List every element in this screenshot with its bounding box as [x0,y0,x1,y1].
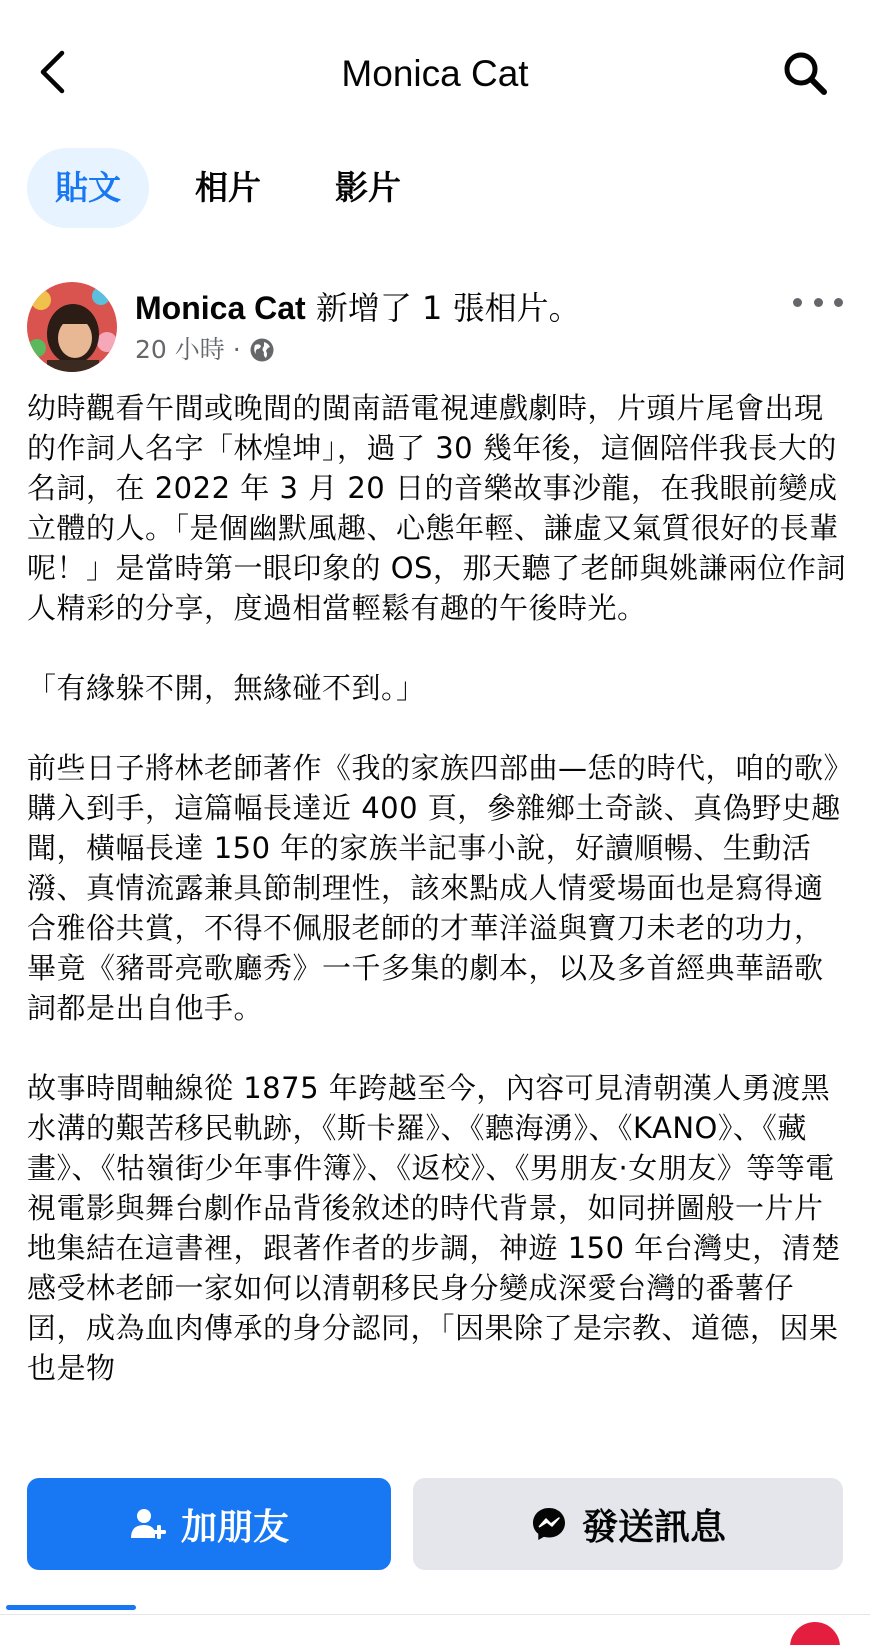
post-action-text: 新增了 1 張相片。 [315,289,581,327]
add-friend-label: 加朋友 [180,1506,289,1548]
tab-posts[interactable]: 貼文 [27,148,149,228]
search-button[interactable] [778,46,832,100]
send-message-label: 發送訊息 [581,1506,726,1548]
more-horizontal-icon [793,298,802,307]
profile-actions [27,1478,843,1570]
post-header [27,282,847,372]
send-message-button[interactable] [413,1478,843,1570]
tab-videos[interactable]: 影片 [335,168,401,207]
author-name[interactable]: Monica Cat [135,290,306,326]
messenger-icon [530,1505,568,1543]
post-paragraph: 故事時間軸線從 1875 年跨越至今，內容可見清朝漢人勇渡黑水溝的艱苦移民軌跡，《斯卡羅》、《聽海湧》、《KANO》、《藏畫》、《牯嶺街少年事件簿》、《返校》、《男朋友·女朋友》等等電視電影與舞台劇作品背後敘述的時代背景，如同拼圖般一片片地集結在這書裡，跟著作者的步調，神遊 150 年台灣史，清楚感受林老師一家如何以清朝移民身分變成深愛台灣的番薯仔囝，成為血肉傳承的身分認同，「因果除了是宗教、道德，因果也是物 [27,1071,841,1385]
globe-icon [249,337,275,363]
profile-tabs [27,148,447,228]
notification-badge [790,1622,840,1645]
avatar[interactable] [27,282,117,372]
post-time[interactable]: 20 小時 [135,335,225,364]
search-icon [782,50,828,96]
top-bar [0,0,870,140]
add-friend-button[interactable] [27,1478,391,1570]
active-nav-indicator [6,1605,136,1610]
bottom-nav-divider [0,1614,870,1615]
post-text [27,388,847,1440]
post-meta [135,332,275,368]
more-options-button[interactable] [793,290,843,314]
meta-separator: · [232,335,241,364]
post-paragraph: 「有緣躲不開，無緣碰不到。」 [27,671,426,705]
add-friend-icon [129,1505,167,1543]
page-title: Monica Cat [341,53,529,94]
tab-photos[interactable]: 相片 [195,168,261,207]
post-paragraph: 幼時觀看午間或晚間的閩南語電視連戲劇時，片頭片尾會出現的作詞人名字「林煌坤」，過了 30 幾年後，這個陪伴我長大的名詞，在 2022 年 3 月 20 日的音樂故事沙龍，在我眼前變成立體的人。「是個幽默風趣、心態年輕、謙虛又氣質很好的長輩呢！」是當時第一眼印象的 OS，那天聽了老師與姚謙兩位作詞人精彩的分享，度過相當輕鬆有趣的午後時光。 [27,391,846,625]
post-author-line [135,286,581,330]
post-paragraph: 前些日子將林老師著作《我的家族四部曲—恁的時代，咱的歌》購入到手，這篇幅長達近 400 頁，參雜鄉土奇談、真偽野史趣聞，橫幅長達 150 年的家族半記事小說，好讀順暢、生動活潑、真情流露兼具節制理性，該來點成人情愛場面也是寫得適合雅俗共賞，不得不佩服老師的才華洋溢與寶刀未老的功力，畢竟《豬哥亮歌廳秀》一千多集的劇本，以及多首經典華語歌詞都是出自他手。 [27,751,841,1025]
